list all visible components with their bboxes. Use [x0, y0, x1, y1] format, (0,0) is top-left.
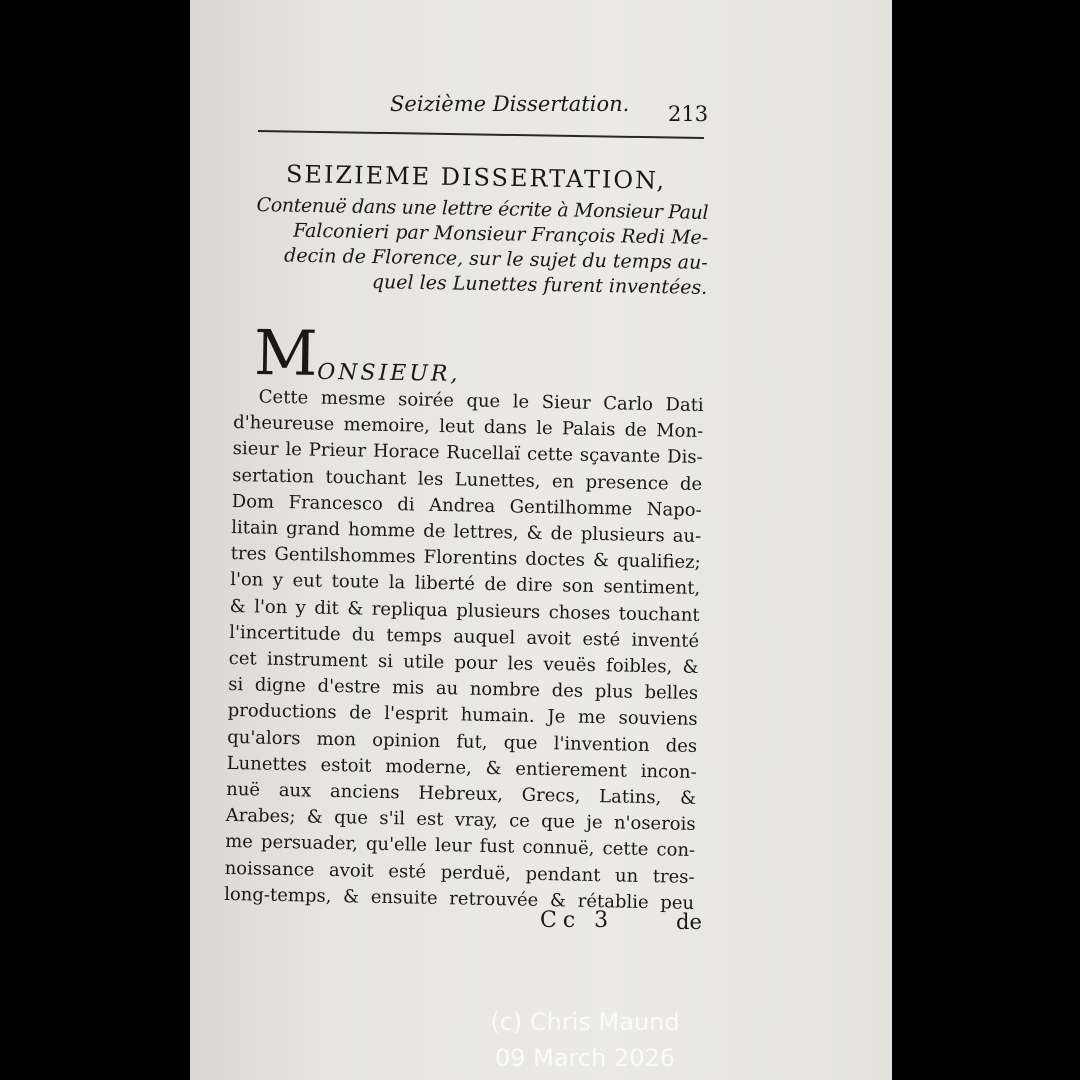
body-line: Lunettes estoit moderne, & entierement incon- — [226, 752, 697, 783]
drop-cap: M — [253, 316, 318, 390]
body-line: l'on y eut toute la liberté de dire son sentiment, — [230, 569, 701, 600]
body-line: productions de l'esprit humain. Je me souviens — [227, 700, 698, 731]
body-line: si digne d'estre mis au nombre des plus belles — [228, 674, 699, 705]
body-line: long-temps, & ensuite retrouvée & rétablie peu — [224, 883, 695, 914]
body-line: Arabes; & que s'il est vray, ce que je n'oserois — [225, 805, 696, 836]
body-line: sertation touchant les Lunettes, en presence de — [232, 464, 703, 495]
body-line: d'heureuse memoire, leut dans le Palais de Mon- — [233, 412, 704, 443]
salutation-rest: ONSIEUR, — [317, 359, 461, 387]
body-line: cet instrument si utile pour les veuës foibles, & — [228, 647, 699, 679]
body-line: noissance avoit esté perduë, pendant un tres- — [224, 857, 695, 888]
body-line: Cette mesme soirée que le Sieur Carlo Dati — [258, 386, 704, 417]
body-line: sieur le Prieur Horace Rucellaï cette sçavante Dis- — [232, 438, 703, 469]
subtitle-line: Falconieri par Monsieur François Redi Me- — [292, 219, 709, 249]
body-line: nuë aux anciens Hebreux, Grecs, Latins, & — [226, 778, 697, 809]
catchword: de — [676, 910, 702, 934]
running-head: Seizième Dissertation. — [390, 92, 630, 116]
watermark-copyright: (c) Chris Maund — [490, 1008, 680, 1036]
signature-mark: Cc 3 — [540, 908, 615, 933]
subtitle-line: quel les Lunettes furent inventées. — [371, 271, 708, 299]
body-line: litain grand homme de lettres, & de plusieurs au- — [231, 516, 702, 548]
body-text — [224, 384, 704, 917]
body-line: me persuader, qu'elle leur fust connuë, cette con- — [225, 831, 696, 862]
book-page — [190, 0, 892, 1080]
body-line: tres Gentilshommes Florentins doctes & qualifiez; — [230, 543, 701, 574]
watermark-date: 09 March 2026 — [494, 1044, 676, 1072]
subtitle-line: Contenuë dans une lettre écrite à Monsieur Paul — [256, 194, 709, 224]
page-number: 213 — [668, 102, 709, 126]
salutation — [253, 316, 462, 390]
dissertation-subtitle — [255, 193, 709, 301]
body-line: & l'on y dit & repliqua plusieurs choses touchant — [229, 595, 700, 626]
subtitle-line: decin de Florence, sur le sujet du temps au- — [283, 244, 708, 274]
header-rule — [258, 130, 704, 139]
body-line: l'incertitude du temps auquel avoit esté inventé — [229, 621, 700, 652]
dissertation-title: SEIZIEME DISSERTATION, — [285, 160, 667, 195]
body-line: qu'alors mon opinion fut, que l'invention des — [227, 726, 698, 757]
body-line: Dom Francesco di Andrea Gentilhomme Napo- — [231, 490, 702, 521]
